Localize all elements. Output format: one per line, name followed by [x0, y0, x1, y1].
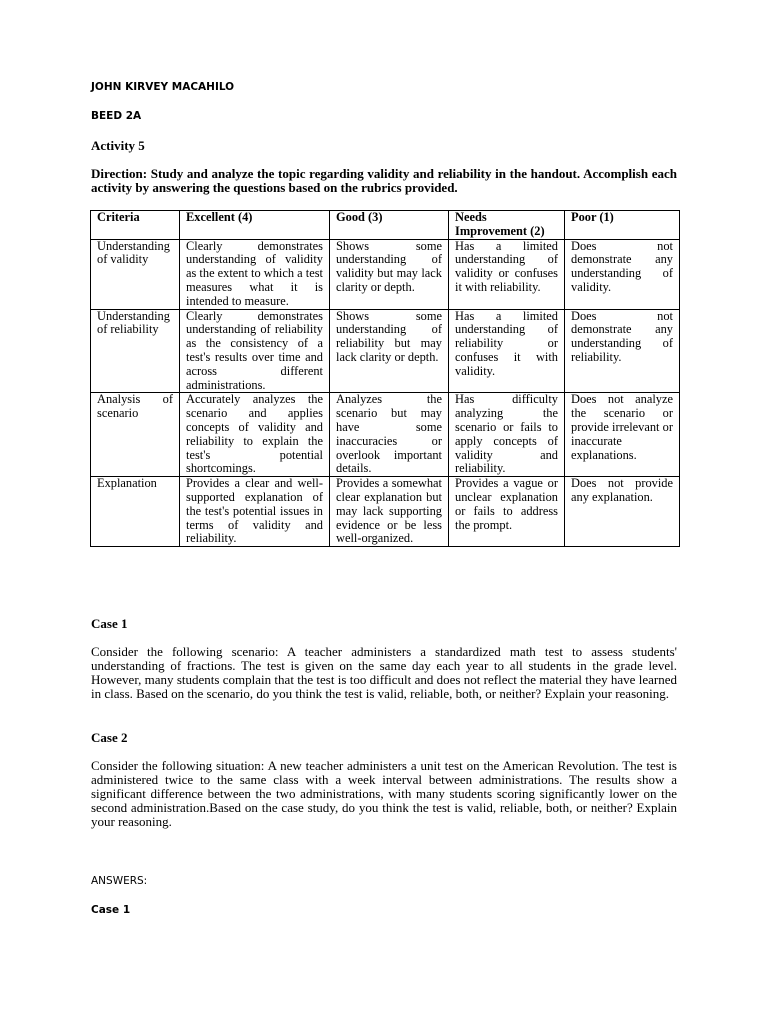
good-cell: Analyzes the scenario but may have some inaccuracies or overlook important details. [330, 393, 449, 477]
case2-title: Case 2 [91, 730, 128, 745]
needs-improvement-cell: Provides a vague or unclear explanation or fails to address the prompt. [449, 477, 565, 547]
criteria-cell: Analysis of scenario [91, 393, 180, 477]
activity-title: Activity 5 [91, 138, 145, 153]
excellent-cell: Clearly demonstrates understanding of reliability as the consistency of a test's results over time and across different administrations. [180, 309, 330, 393]
student-section: BEED 2A [91, 110, 142, 122]
case2-text: Consider the following situation: A new teacher administers a unit test on the American Revolution. The test is administered twice to the same class with a week interval between administrations. The results show a significant difference between the two administrations, with many students scoring significantly lower on the second administration.Based on the case study, do you think the test is valid, reliable, both, or neither? Explain your reasoning. [91, 758, 677, 829]
excellent-cell: Accurately analyzes the scenario and applies concepts of validity and reliability to explain the test's potential shortcomings. [180, 393, 330, 477]
header-needs-improvement: Needs Improvement (2) [449, 211, 565, 240]
answers-label: ANSWERS: [91, 875, 148, 887]
excellent-cell: Provides a clear and well-supported explanation of the test's potential issues in terms of validity and reliability. [180, 477, 330, 547]
header-criteria: Criteria [91, 211, 180, 240]
table-row [91, 309, 680, 393]
student-name: JOHN KIRVEY MACAHILO [91, 81, 235, 93]
answers-case1-label: Case 1 [91, 904, 131, 916]
criteria-cell: Understanding of validity [91, 239, 180, 309]
poor-cell: Does not analyze the scenario or provide irrelevant or inaccurate explanations. [565, 393, 680, 477]
direction-text: Direction: Study and analyze the topic regarding validity and reliability in the handout. Accomplish each activity by answering the questions based on the rubrics provided. [91, 166, 677, 195]
header-excellent: Excellent (4) [180, 211, 330, 240]
poor-cell: Does not demonstrate any understanding of reliability. [565, 309, 680, 393]
excellent-cell: Clearly demonstrates understanding of validity as the extent to which a test measures what it is intended to measure. [180, 239, 330, 309]
table-row [91, 239, 680, 309]
header-poor: Poor (1) [565, 211, 680, 240]
poor-cell: Does not demonstrate any understanding of validity. [565, 239, 680, 309]
table-row [91, 393, 680, 477]
case1-title: Case 1 [91, 616, 128, 631]
needs-improvement-cell: Has a limited understanding of validity or confuses it with reliability. [449, 239, 565, 309]
good-cell: Shows some understanding of validity but may lack clarity or depth. [330, 239, 449, 309]
needs-improvement-cell: Has a limited understanding of reliability or confuses it with validity. [449, 309, 565, 393]
rubric-header-row [91, 211, 680, 240]
good-cell: Provides a somewhat clear explanation but may lack supporting evidence or be less well-organized. [330, 477, 449, 547]
criteria-cell: Understanding of reliability [91, 309, 180, 393]
rubric-table [90, 210, 680, 547]
criteria-cell: Explanation [91, 477, 180, 547]
poor-cell: Does not provide any explanation. [565, 477, 680, 547]
good-cell: Shows some understanding of reliability but may lack clarity or depth. [330, 309, 449, 393]
header-good: Good (3) [330, 211, 449, 240]
table-row [91, 477, 680, 547]
needs-improvement-cell: Has difficulty analyzing the scenario or fails to apply concepts of validity and reliability. [449, 393, 565, 477]
case1-text: Consider the following scenario: A teacher administers a standardized math test to assess students' understanding of fractions. The test is given on the same day each year to all students in the grade level. However, many students complain that the test is too difficult and does not reflect the material they have learned in class. Based on the scenario, do you think the test is valid, reliable, both, or neither? Explain your reasoning. [91, 644, 677, 701]
